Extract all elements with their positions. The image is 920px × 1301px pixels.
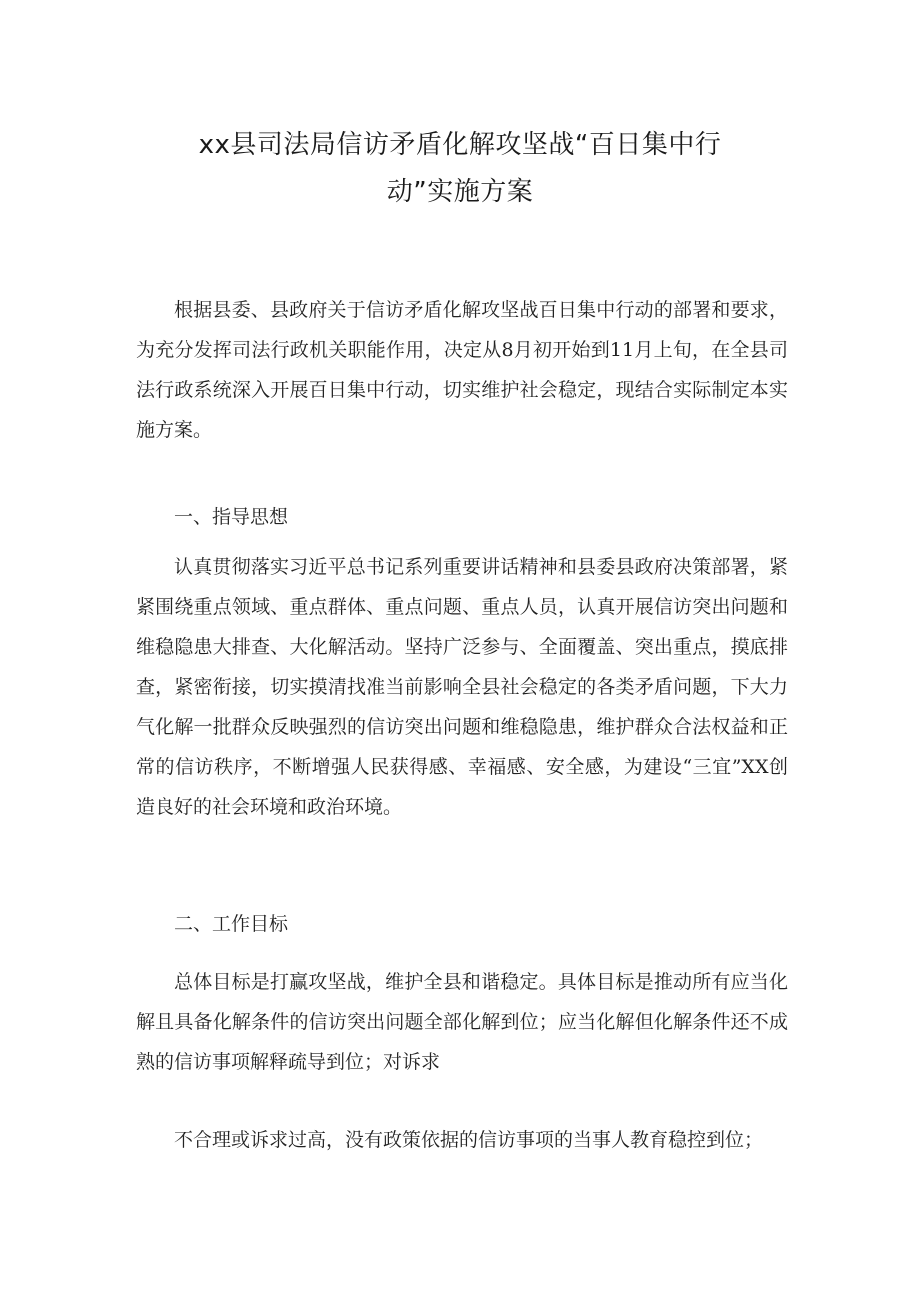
paragraph-text: 根据县委、县政府关于信访矛盾化解攻坚战百日集中行动的部署和要求，为充分发挥司法行政机关职能作用，决定从8月初开始到11月上旬，在全县司法行政系统深入开展百日集中行动，切实维护社会稳定，现结合实际制定本实施方案。 — [136, 299, 788, 441]
document-title-line-2: 动”实施方案 — [386, 177, 534, 207]
continuation-paragraph — [136, 1120, 788, 1160]
document-title-line-1: xx县司法局信访矛盾化解攻坚战“百日集中行 — [198, 130, 722, 160]
paragraph-text: 不合理或诉求过高，没有政策依据的信访事项的当事人教育稳控到位； — [174, 1129, 764, 1151]
heading-text: 二、工作目标 — [174, 913, 289, 935]
section-heading-guiding-ideology — [136, 497, 788, 537]
section-heading-work-goals — [136, 904, 788, 944]
paragraph-text: 认真贯彻落实习近平总书记系列重要讲话精神和县委县政府决策部署，紧紧围绕重点领域、重点群体、重点问题、重点人员，认真开展信访突出问题和维稳隐患大排查、大化解活动。坚持广泛参与、全面覆盖、突出重点，摸底排查，紧密衔接，切实摸清找准当前影响全县社会稳定的各类矛盾问题，下大力气化解一批群众反映强烈的信访突出问题和维稳隐患，维护群众合法权益和正常的信访秩序，不断增强人民获得感、幸福感、安全感，为建设“三宜”XX创造良好的社会环境和政治环境。 — [136, 556, 788, 818]
paragraph-text: 总体目标是打赢攻坚战，维护全县和谐稳定。具体目标是推动所有应当化解且具备化解条件的信访突出问题全部化解到位；应当化解但化解条件还不成熟的信访事项解释疏导到位；对诉求 — [136, 971, 788, 1073]
guiding-ideology-paragraph — [136, 547, 788, 827]
intro-paragraph — [136, 290, 788, 450]
heading-text: 一、指导思想 — [174, 506, 289, 528]
work-goals-paragraph — [136, 962, 788, 1082]
